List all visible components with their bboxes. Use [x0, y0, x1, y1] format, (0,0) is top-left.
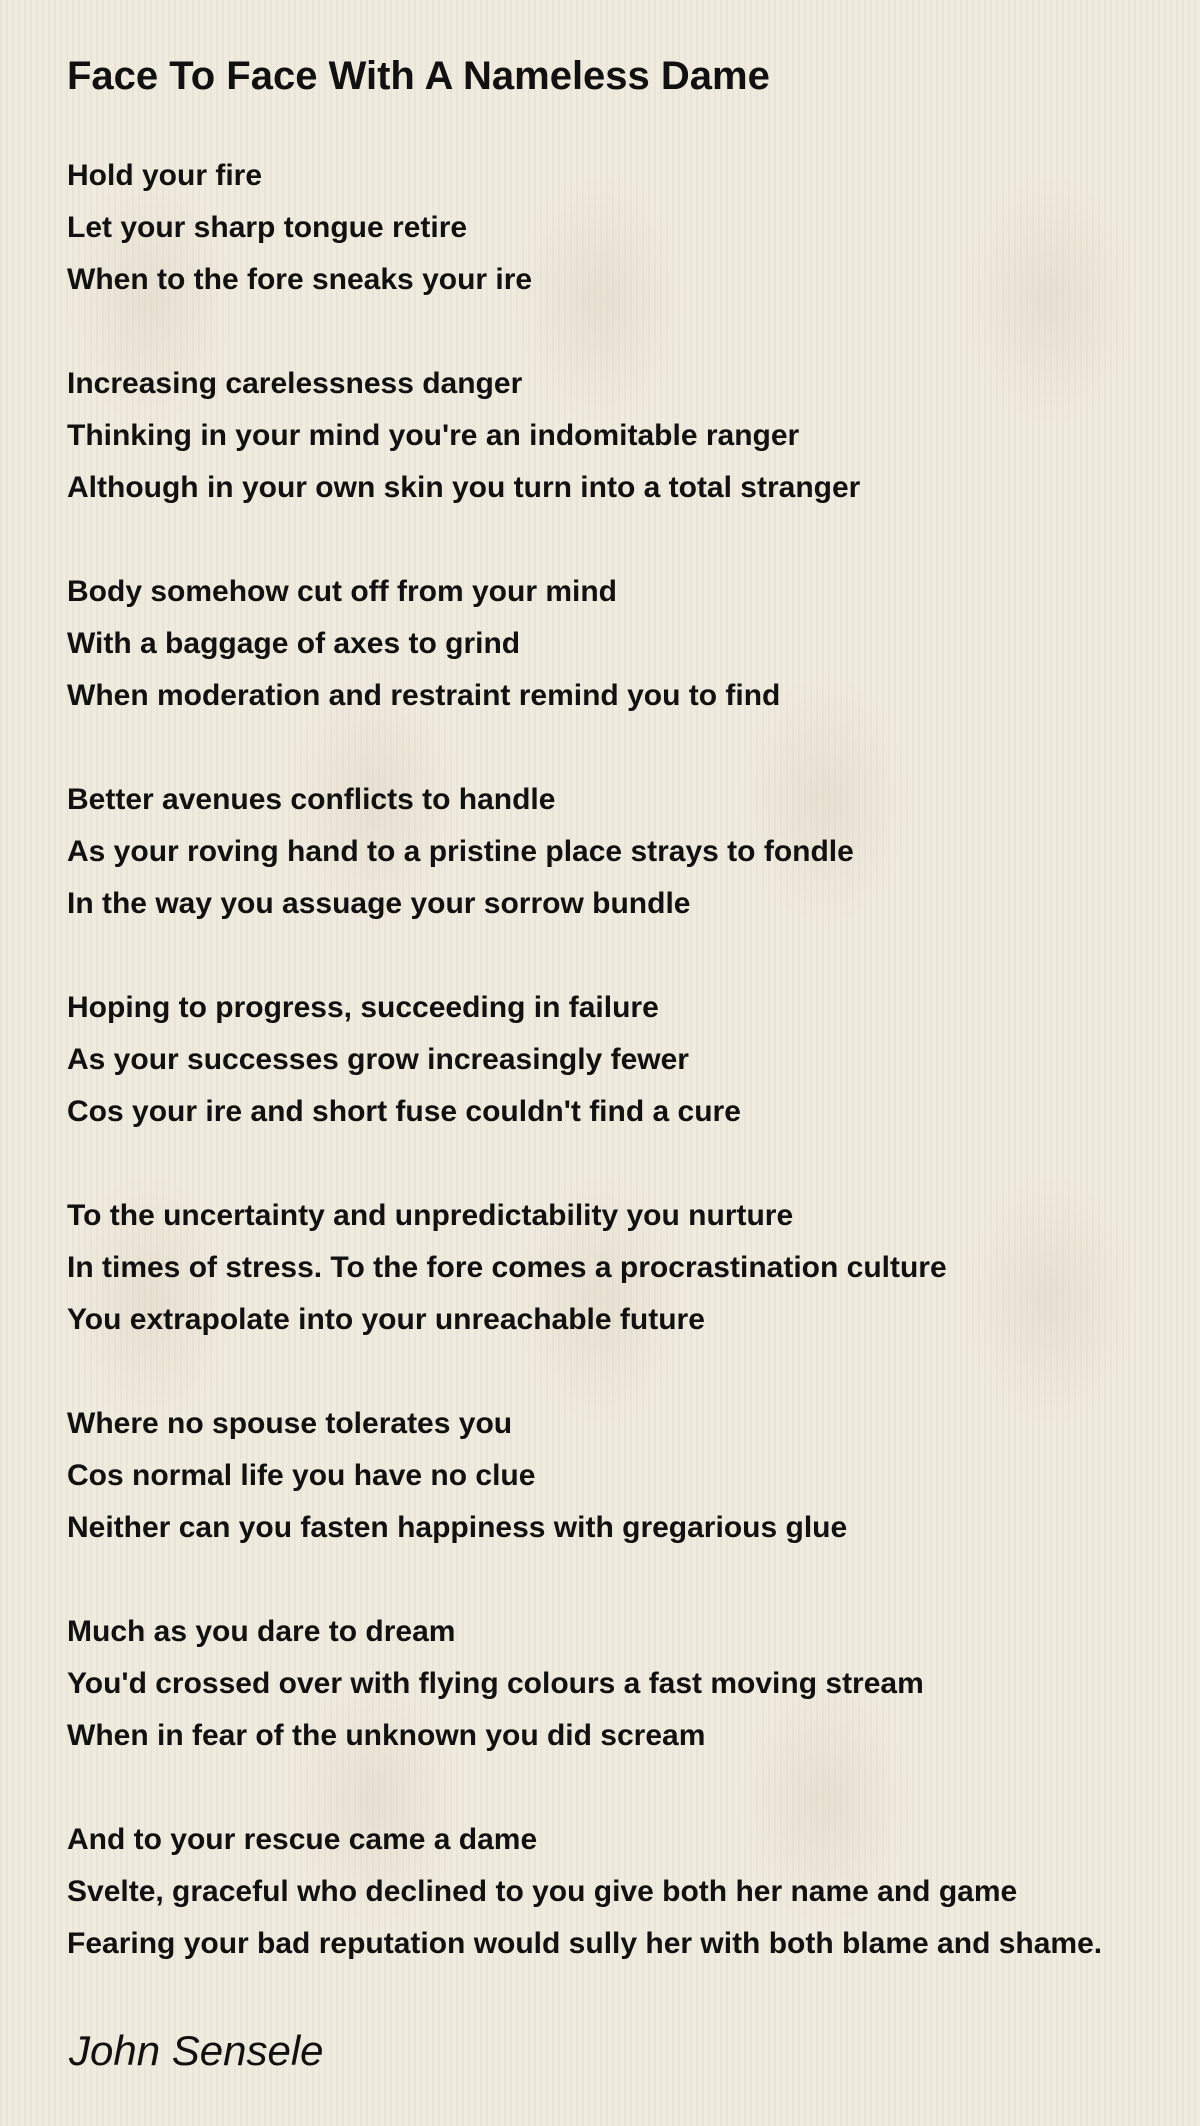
poem-line: Cos your ire and short fuse couldn't find a cure: [67, 1095, 741, 1128]
poem-line: Neither can you fasten happiness with gregarious glue: [67, 1511, 848, 1544]
stanza: [67, 1814, 1102, 1970]
stanza: [67, 982, 1102, 1138]
stanza: [67, 1190, 1102, 1346]
poem-line: As your successes grow increasingly fewer: [67, 1043, 689, 1076]
poem-line: Cos normal life you have no clue: [67, 1459, 536, 1492]
poem-line: Although in your own skin you turn into a total stranger: [67, 471, 861, 504]
poem-line: You extrapolate into your unreachable future: [67, 1303, 705, 1336]
poem-title: Face To Face With A Nameless Dame: [67, 54, 770, 98]
poem-line: To the uncertainty and unpredictability you nurture: [67, 1199, 794, 1232]
poem-line: Fearing your bad reputation would sully her with both blame and shame.: [67, 1927, 1103, 1960]
stanza: [67, 774, 1102, 930]
poem-line: Better avenues conflicts to handle: [67, 783, 556, 816]
poem-line: Let your sharp tongue retire: [67, 211, 468, 244]
poem-line: Body somehow cut off from your mind: [67, 575, 618, 608]
poem-line: Svelte, graceful who declined to you give both her name and game: [67, 1875, 1018, 1908]
poem-line: You'd crossed over with flying colours a fast moving stream: [67, 1667, 924, 1700]
poem-line: Hoping to progress, succeeding in failure: [67, 991, 659, 1024]
poem-line: In times of stress. To the fore comes a procrastination culture: [67, 1251, 947, 1284]
poem-line: Where no spouse tolerates you: [67, 1407, 513, 1440]
poem-line: With a baggage of axes to grind: [67, 627, 521, 660]
poem-author: John Sensele: [69, 2027, 324, 2074]
poem-line: Hold your fire: [67, 159, 263, 192]
poem-line: Thinking in your mind you're an indomitable ranger: [67, 419, 800, 452]
poem-line: When to the fore sneaks your ire: [67, 263, 533, 296]
poem-line: When moderation and restraint remind you to find: [67, 679, 781, 712]
poem-line: When in fear of the unknown you did scream: [67, 1719, 706, 1752]
poem-line: In the way you assuage your sorrow bundle: [67, 887, 691, 920]
stanza: [67, 566, 1102, 722]
stanza: [67, 150, 1102, 306]
poem-line: Increasing carelessness danger: [67, 367, 523, 400]
stanza: [67, 358, 1102, 514]
poem-line: As your roving hand to a pristine place strays to fondle: [67, 835, 854, 868]
poem-body: [67, 150, 1102, 2022]
stanza: [67, 1398, 1102, 1554]
poem-line: Much as you dare to dream: [67, 1615, 456, 1648]
poem-line: And to your rescue came a dame: [67, 1823, 538, 1856]
stanza: [67, 1606, 1102, 1762]
